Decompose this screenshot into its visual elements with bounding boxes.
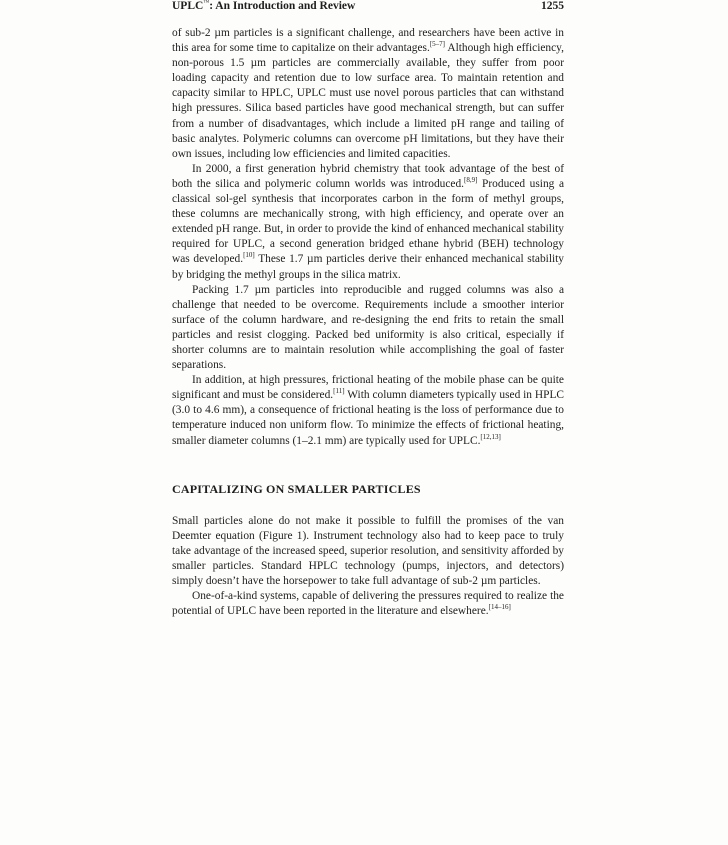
paragraph xyxy=(172,589,564,619)
header-title xyxy=(172,0,355,12)
paragraphs-bottom xyxy=(172,514,564,620)
paragraph-text: In addition, at high pressures, frictional heating of the mobile phase can be quite significant and must be considered. xyxy=(172,374,564,402)
body-text xyxy=(172,26,564,619)
paragraph-text: Produced using a classical sol-gel synthesis that incorporates carbon in the form of methyl groups, these columns are mechanically strong, with high efficiency, and operate over an extended pH range. But, in order to provide the kind of enhanced mechanical stability required for UPLC, a second generation bridged ethane hybrid (BEH) technology was developed. xyxy=(172,177,564,266)
paragraph-text: Small particles alone do not make it possible to fulfill the promises of the van Deemter equation (Figure 1). Instrument technology also had to keep pace to truly take advantage of the increased speed, superior resolution, and sensitivity afforded by smaller particles. Standard HPLC technology (pumps, injectors, and detectors) simply doesn’t have the horsepower to take full advantage of sub-2 µm particles. xyxy=(172,514,564,588)
section-heading: CAPITALIZING ON SMALLER PARTICLES xyxy=(172,481,421,496)
citation-superscript: [5–7] xyxy=(429,40,446,49)
header-title-suffix: : An Introduction and Review xyxy=(209,0,356,12)
paragraph-text: of sub-2 µm particles is a significant challenge, and researchers have been active in this area for some time to capitalize on their advantages. xyxy=(172,27,564,55)
paragraph-text: With column diameters typically used in HPLC (3.0 to 4.6 mm), a consequence of frictional heating is the loss of performance due to temperature induced non uniform flow. To minimize the effects of frictional heating, smaller diameter columns (1–2.1 mm) are typically used for UPLC. xyxy=(172,389,565,447)
citation-superscript: [8,9] xyxy=(464,176,478,185)
paragraph xyxy=(172,283,564,374)
paragraph-text: Although high efficiency, non-porous 1.5 µm particles are commercially available, they suffer from poor loading capacity and retention due to low surface area. To maintain retention and capacity similar to HPLC, UPLC must use novel porous particles that can withstand high pressures. Silica based particles have good mechanical strength, but can suffer from a number of disadvantages, which include a limited pH range and tailing of basic analytes. Polymeric columns can overcome pH limitations, but they have their own issues, including low efficiencies and limited capacities. xyxy=(172,42,564,160)
paragraph xyxy=(172,162,564,283)
paragraph xyxy=(172,26,564,162)
citation-superscript: [12,13] xyxy=(480,432,501,441)
citation-superscript: [10] xyxy=(243,251,255,260)
paragraph xyxy=(172,514,564,589)
page-number: 1255 xyxy=(541,0,564,12)
paragraphs-top xyxy=(172,26,564,449)
citation-superscript: [14–16] xyxy=(488,603,511,612)
paragraph-text: In 2000, a first generation hybrid chemistry that took advantage of the best of both the silica and polymeric column worlds was introduced. xyxy=(172,162,564,190)
paragraph-text: These 1.7 µm particles derive their enhanced mechanical stability by bridging the methyl groups in the silica matrix. xyxy=(172,253,565,281)
paragraph-text: One-of-a-kind systems, capable of delivering the pressures required to realize the potential of UPLC have been reported in the literature and elsewhere. xyxy=(172,590,564,618)
paragraph-text: Packing 1.7 µm particles into reproducible and rugged columns was also a challenge that needed to be overcome. Requirements include a smoother interior surface of the column hardware, and re-designing the end frits to retain the small particles and resist clogging. Packed bed uniformity is also critical, especially if shorter columns are to maintain resolution while accomplishing the goal of faster separations. xyxy=(172,283,564,372)
citation-superscript: [11] xyxy=(333,387,345,396)
trademark-symbol: ™ xyxy=(203,0,210,7)
running-header xyxy=(172,0,564,16)
header-title-prefix: UPLC xyxy=(172,0,204,12)
paragraph xyxy=(172,373,564,448)
